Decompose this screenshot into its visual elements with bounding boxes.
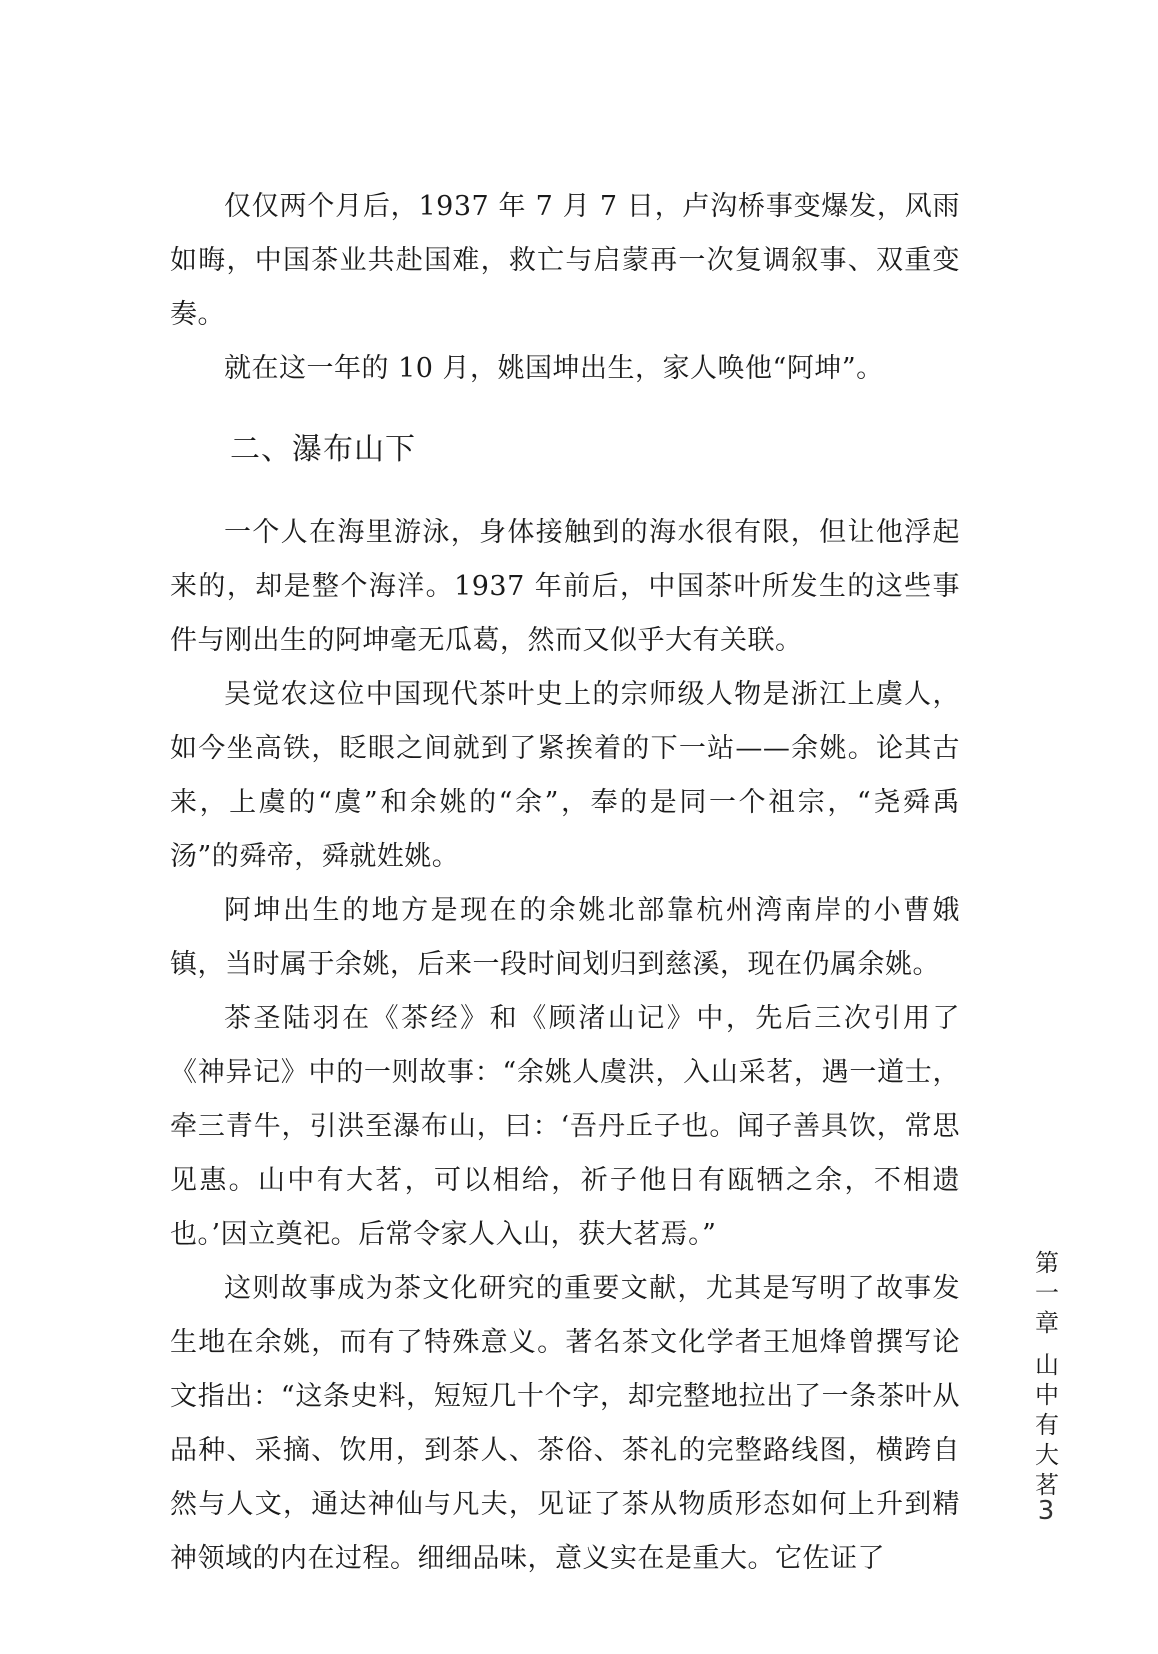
paragraph: 仅仅两个月后，1937 年 7 月 7 日，卢沟桥事变爆发，风雨如晦，中国茶业共赴国难，救亡与启蒙再一次复调叙事、双重变奏。 — [170, 191, 960, 330]
paragraph: 一个人在海里游泳，身体接触到的海水很有限，但让他浮起来的，却是整个海洋。1937 年前后，中国茶叶所发生的这些事件与刚出生的阿坤毫无瓜葛，然而又似乎大有关联。 — [170, 517, 960, 656]
paragraph: 茶圣陆羽在《茶经》和《顾渚山记》中，先后三次引用了《神异记》中的一则故事：“余姚人虞洪，入山采茗，遇一道士，牵三青牛，引洪至瀑布山，曰：‘吾丹丘子也。闻子善具饮，常思见惠。山中有大茗，可以相给，祈子他日有瓯牺之余，不相遗也。’因立奠祀。后常令家人入山，获大茗焉。” — [170, 1003, 960, 1250]
paragraph: 阿坤出生的地方是现在的余姚北部靠杭州湾南岸的小曹娥镇，当时属于余姚，后来一段时间划归到慈溪，现在仍属余姚。 — [170, 895, 960, 980]
paragraph: 就在这一年的 10 月，姚国坤出生，家人唤他“阿坤”。 — [224, 353, 884, 384]
page-number: 3 — [1037, 1496, 1055, 1526]
chapter-title: 山中有大茗 — [1035, 1351, 1059, 1499]
section-heading: 二、瀑布山下 — [230, 432, 416, 467]
paragraph: 吴觉农这位中国现代茶叶史上的宗师级人物是浙江上虞人，如今坐高铁，眨眼之间就到了紧挨着的下一站——余姚。论其古来，上虞的“虞”和余姚的“余”，奉的是同一个祖宗，“尧舜禹汤”的舜帝，舜就姓姚。 — [170, 679, 960, 872]
body-text — [170, 180, 960, 1586]
running-header — [1030, 1248, 1064, 1500]
paragraph: 这则故事成为茶文化研究的重要文献，尤其是写明了故事发生地在余姚，而有了特殊意义。著名茶文化学者王旭烽曾撰写论文指出：“这条史料，短短几十个字，却完整地拉出了一条茶叶从品种、采摘、饮用，到茶人、茶俗、茶礼的完整路线图，横跨自然与人文，通达神仙与凡夫，见证了茶从物质形态如何上升到精神领域的内在过程。细细品味，意义实在是重大。它佐证了 — [170, 1273, 960, 1574]
chapter-number: 第一章 — [1035, 1249, 1059, 1337]
